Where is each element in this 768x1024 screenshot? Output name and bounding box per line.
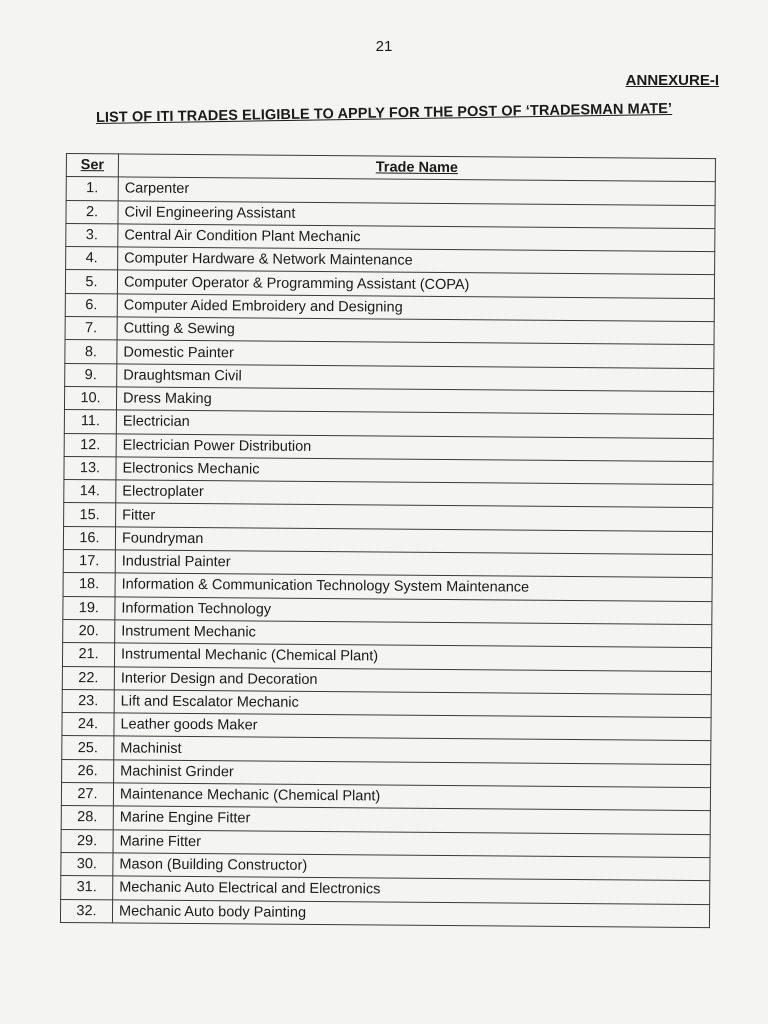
trade-name-cell: Marine Engine Fitter bbox=[113, 806, 710, 834]
trade-name-cell: Mechanic Auto body Painting bbox=[112, 899, 709, 927]
trade-name-cell: Domestic Painter bbox=[117, 340, 714, 368]
serial-number-cell: 3. bbox=[66, 223, 118, 247]
ser-column-header: Ser bbox=[66, 154, 118, 178]
trades-table-container bbox=[60, 153, 716, 928]
trade-name-cell: Computer Hardware & Network Maintenance bbox=[118, 247, 715, 275]
trade-name-cell: Machinist bbox=[114, 736, 711, 764]
serial-number-cell: 30. bbox=[61, 852, 113, 876]
trade-name-cell: Mechanic Auto Electrical and Electronics bbox=[113, 876, 710, 904]
serial-number-cell: 11. bbox=[64, 410, 116, 434]
trade-name-cell: Interior Design and Decoration bbox=[114, 666, 711, 694]
serial-number-cell: 13. bbox=[64, 456, 116, 480]
trade-name-cell: Electrician Power Distribution bbox=[116, 433, 713, 461]
serial-number-cell: 32. bbox=[60, 899, 112, 923]
trade-name-cell: Computer Aided Embroidery and Designing bbox=[117, 294, 714, 322]
serial-number-cell: 16. bbox=[63, 526, 115, 550]
table-row bbox=[60, 899, 709, 927]
document-title: LIST OF ITI TRADES ELIGIBLE TO APPLY FOR THE POST OF ‘TRADESMAN MATE’ bbox=[95, 100, 673, 126]
trade-name-cell: Electroplater bbox=[116, 480, 713, 508]
serial-number-cell: 21. bbox=[62, 643, 114, 667]
serial-number-cell: 26. bbox=[62, 759, 114, 783]
trade-name-cell: Carpenter bbox=[118, 177, 715, 205]
serial-number-cell: 5. bbox=[65, 270, 117, 294]
trade-name-cell: Information & Communication Technology System Maintenance bbox=[115, 573, 712, 601]
trade-name-cell: Machinist Grinder bbox=[114, 760, 711, 788]
trade-name-cell: Cutting & Sewing bbox=[117, 317, 714, 345]
trade-name-cell: Mason (Building Constructor) bbox=[113, 853, 710, 881]
serial-number-cell: 23. bbox=[62, 689, 114, 713]
serial-number-cell: 7. bbox=[65, 317, 117, 341]
serial-number-cell: 22. bbox=[62, 666, 114, 690]
trade-name-cell: Draughtsman Civil bbox=[117, 364, 714, 392]
serial-number-cell: 1. bbox=[66, 177, 118, 201]
serial-number-cell: 19. bbox=[63, 596, 115, 620]
serial-number-cell: 6. bbox=[65, 293, 117, 317]
serial-number-cell: 18. bbox=[63, 573, 115, 597]
trade-name-column-header: Trade Name bbox=[118, 154, 715, 182]
trade-name-cell: Dress Making bbox=[116, 387, 713, 415]
trade-name-cell: Instrument Mechanic bbox=[115, 620, 712, 648]
serial-number-cell: 15. bbox=[64, 503, 116, 527]
serial-number-cell: 17. bbox=[63, 550, 115, 574]
serial-number-cell: 28. bbox=[61, 806, 113, 830]
trade-name-cell: Computer Operator & Programming Assistant (COPA) bbox=[117, 270, 714, 298]
trade-name-cell: Maintenance Mechanic (Chemical Plant) bbox=[113, 783, 710, 811]
trade-name-cell: Electronics Mechanic bbox=[116, 457, 713, 485]
trade-name-cell: Civil Engineering Assistant bbox=[118, 201, 715, 229]
trade-name-cell: Fitter bbox=[116, 503, 713, 531]
serial-number-cell: 10. bbox=[64, 386, 116, 410]
serial-number-cell: 24. bbox=[62, 713, 114, 737]
trade-name-cell: Leather goods Maker bbox=[114, 713, 711, 741]
serial-number-cell: 12. bbox=[64, 433, 116, 457]
trade-name-cell: Information Technology bbox=[115, 597, 712, 625]
serial-number-cell: 8. bbox=[65, 340, 117, 364]
serial-number-cell: 14. bbox=[64, 480, 116, 504]
trades-table-body bbox=[60, 177, 715, 928]
serial-number-cell: 31. bbox=[61, 876, 113, 900]
annexure-label: ANNEXURE-I bbox=[625, 72, 719, 89]
trade-name-cell: Foundryman bbox=[115, 527, 712, 555]
trade-name-cell: Marine Fitter bbox=[113, 830, 710, 858]
serial-number-cell: 4. bbox=[66, 247, 118, 271]
serial-number-cell: 29. bbox=[61, 829, 113, 853]
trade-name-cell: Industrial Painter bbox=[115, 550, 712, 578]
serial-number-cell: 2. bbox=[66, 200, 118, 224]
serial-number-cell: 20. bbox=[63, 619, 115, 643]
serial-number-cell: 25. bbox=[62, 736, 114, 760]
trades-table bbox=[60, 153, 716, 928]
serial-number-cell: 9. bbox=[65, 363, 117, 387]
trade-name-cell: Lift and Escalator Mechanic bbox=[114, 690, 711, 718]
trade-name-cell: Electrician bbox=[116, 410, 713, 438]
trade-name-cell: Central Air Condition Plant Mechanic bbox=[118, 224, 715, 252]
page-number: 21 bbox=[375, 38, 393, 55]
serial-number-cell: 27. bbox=[61, 783, 113, 807]
trade-name-cell: Instrumental Mechanic (Chemical Plant) bbox=[114, 643, 711, 671]
